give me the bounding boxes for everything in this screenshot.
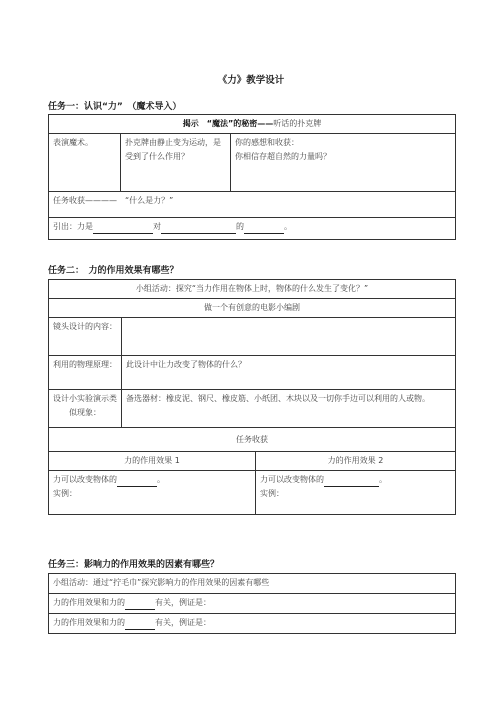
task2-heading: 任务二： 力的作用效果有哪些？ (48, 266, 179, 276)
effect2-cell (256, 471, 456, 515)
effect2-line (260, 473, 451, 487)
blank-2[interactable] (161, 223, 236, 234)
intro-mid2: 的 (236, 222, 244, 231)
task3-row2 (49, 614, 456, 634)
effect2-end: 。 (379, 475, 387, 484)
task1-header-cell (49, 115, 456, 134)
effect1-line (53, 473, 251, 487)
effect2-label: 力的作用效果 2 (256, 452, 456, 471)
task3-heading: 任务三：影响力的作用效果的因素有哪些？ (48, 560, 220, 570)
document-title: 《力》教学设计 (217, 75, 285, 86)
task1-table (48, 114, 456, 240)
effect1-blank[interactable] (117, 476, 157, 487)
task1-heading: 任务一：认识“力” （魔术导入） (48, 102, 182, 112)
intro-mid1: 对 (153, 222, 161, 231)
effect2-prefix: 力可以改变物体的 (260, 475, 324, 484)
intro-prefix: 引出：力是 (53, 222, 93, 231)
row2-label: 利用的物理原理： (49, 356, 122, 390)
task3-row1-blank[interactable] (125, 599, 155, 610)
task2-subtitle: 做一个有创意的电影小编剧 (49, 299, 456, 318)
task3-activity: 小组活动：通过“拧毛巾”探究影响力的作用效果的因素有哪些 (49, 574, 456, 594)
row3-label: 设计小实验演示类似现象： (49, 390, 122, 428)
effect1-prefix: 力可以改变物体的 (53, 475, 117, 484)
task1-col1: 表演魔术。 (49, 134, 121, 192)
task1-col3 (231, 134, 456, 192)
task1-header-rest: 听话的扑克牌 (273, 119, 322, 128)
task3-row2-suffix: 有关，例证是： (155, 618, 211, 627)
task2-harvest: 任务收获 (49, 428, 456, 452)
effect2-blank[interactable] (324, 476, 379, 487)
row1-value[interactable] (122, 318, 456, 356)
task2-table (48, 279, 456, 515)
effect1-end: 。 (157, 475, 165, 484)
effect1-label: 力的作用效果 1 (49, 452, 256, 471)
blank-1[interactable] (93, 223, 153, 234)
effect1-example: 实例： (53, 489, 77, 498)
task1-intro (49, 218, 456, 240)
intro-end: 。 (284, 222, 292, 231)
row1-label: 镜头设计的内容： (49, 318, 122, 356)
row3-value: 备选器材：橡皮泥、钢尺、橡皮筋、小纸团、木块以及一切你手边可以利用的人或物。 (122, 390, 456, 428)
blank-3[interactable] (244, 223, 284, 234)
effect1-cell (49, 471, 256, 515)
task1-header-bold: 揭示 “魔法”的秘密—— (182, 119, 274, 128)
task3-row1-suffix: 有关，例证是： (155, 598, 211, 607)
task1-col2: 扑克牌由静止变为运动，是受到了什么作用？ (121, 134, 231, 192)
task3-table (48, 573, 456, 634)
task3-row1-prefix: 力的作用效果和力的 (53, 598, 125, 607)
task3-row2-prefix: 力的作用效果和力的 (53, 618, 125, 627)
task3-row2-blank[interactable] (125, 619, 155, 630)
task1-col3-line1: 你的感想和收获： (235, 138, 299, 147)
row2-value: 此设计中让力改变了物体的什么？ (122, 356, 456, 390)
task2-activity: 小组活动：探究“当力作用在物体上时，物体的什么发生了变化？” (49, 280, 456, 299)
task1-col3-line2: 你相信存超自然的力量吗？ (235, 152, 331, 161)
effect2-example: 实例： (260, 489, 284, 498)
task3-row1 (49, 594, 456, 614)
task1-harvest: 任务收获———— “什么是力？” (49, 192, 456, 218)
